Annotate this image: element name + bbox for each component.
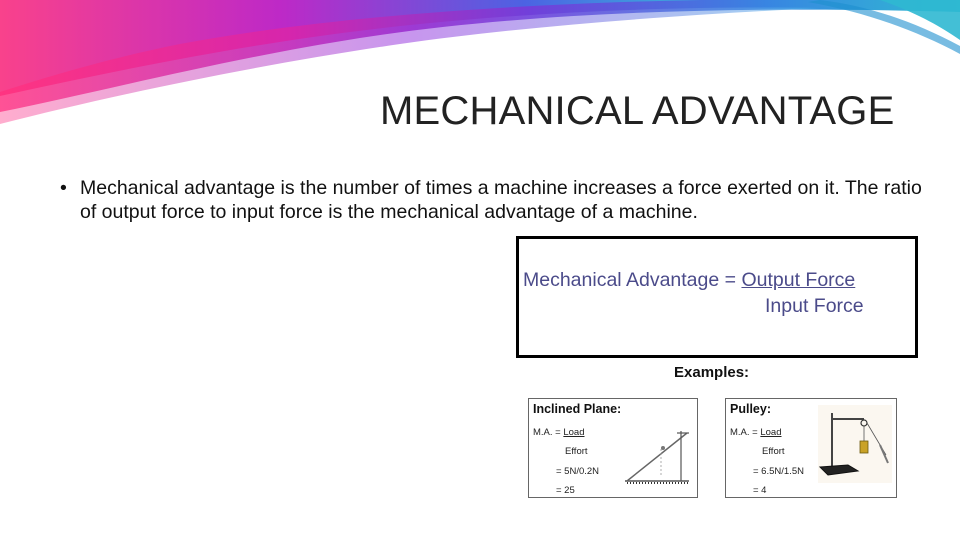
formula-line bbox=[523, 269, 855, 292]
pulley-diagram bbox=[818, 405, 892, 483]
ma-denominator: Effort bbox=[762, 446, 785, 457]
ma-label: M.A. = bbox=[533, 427, 564, 438]
ma-label: M.A. = bbox=[730, 427, 761, 438]
bullet-marker: • bbox=[60, 177, 67, 199]
inclined-plane-diagram bbox=[619, 421, 693, 487]
ma-numerator: Load bbox=[760, 427, 782, 438]
formula-box bbox=[516, 236, 918, 358]
card-title: Inclined Plane: bbox=[533, 402, 622, 416]
ma-calculation: = 6.5N/1.5N bbox=[753, 466, 804, 477]
ma-result: = 25 bbox=[556, 485, 575, 496]
example-card-inclined-plane bbox=[528, 398, 698, 498]
ma-numerator: Load bbox=[563, 427, 585, 438]
bullet-paragraph bbox=[60, 176, 930, 224]
ma-result: = 4 bbox=[753, 485, 767, 496]
examples-heading: Examples: bbox=[674, 364, 750, 381]
formula-lhs: Mechanical Advantage = bbox=[523, 269, 742, 291]
formula-numerator: Output Force bbox=[741, 269, 856, 291]
bullet-text: Mechanical advantage is the number of times a machine increases a force exerted on it. The ratio of output force to input force is the mechanical advantage of a machine. bbox=[80, 177, 922, 223]
card-ma-formula bbox=[730, 427, 782, 438]
slide-title: MECHANICAL ADVANTAGE bbox=[380, 89, 895, 133]
ma-denominator: Effort bbox=[565, 446, 588, 457]
example-card-pulley bbox=[725, 398, 897, 498]
card-ma-formula bbox=[533, 427, 585, 438]
card-title: Pulley: bbox=[730, 402, 771, 416]
formula-denominator: Input Force bbox=[765, 295, 864, 317]
ma-calculation: = 5N/0.2N bbox=[556, 466, 600, 477]
